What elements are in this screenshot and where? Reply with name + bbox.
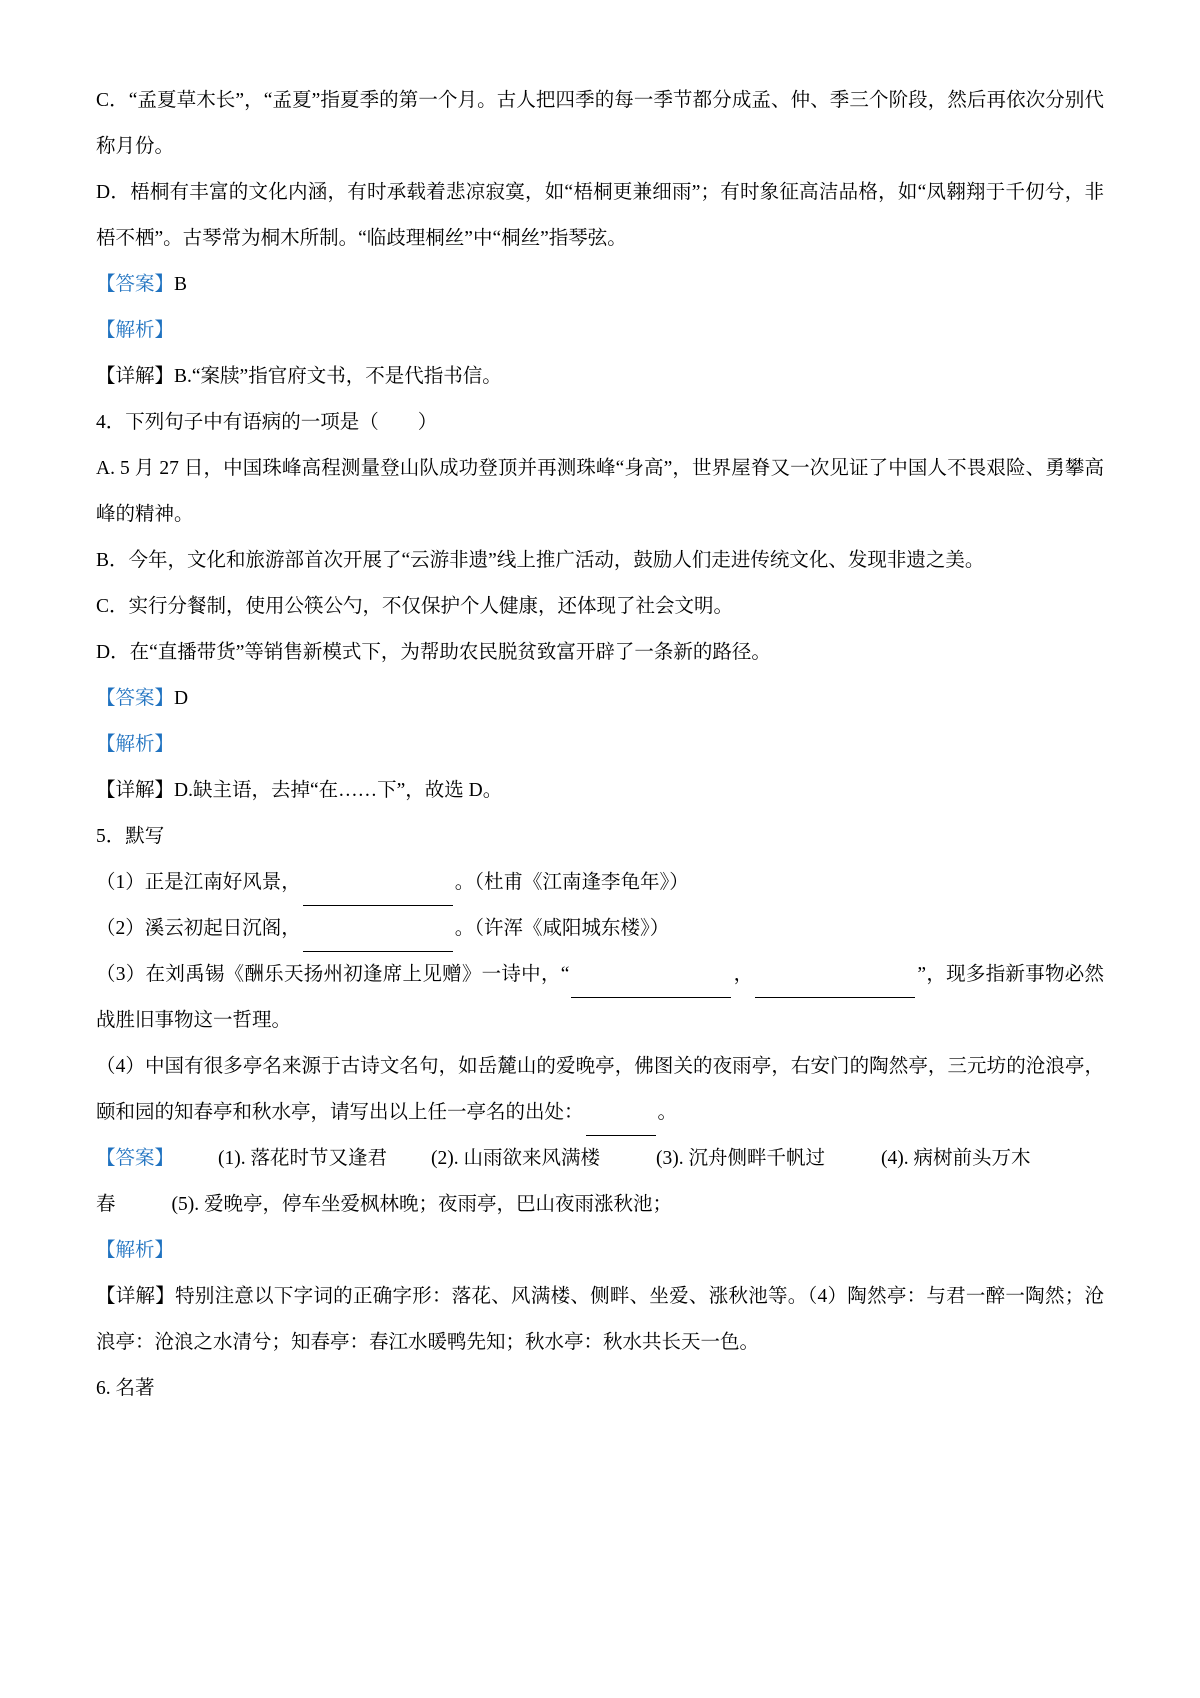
question-4-option-d: D．在“直播带货”等销售新模式下，为帮助农民脱贫致富开辟了一条新的路径。 — [96, 642, 771, 663]
detail-text: D.缺主语，去掉“在……下”，故选 D。 — [174, 780, 503, 801]
answer-item-5: (5). 爱晚亭，停车坐爱枫林晚；夜雨亭，巴山夜雨涨秋池； — [171, 1194, 673, 1215]
question-4-option-a: A. 5 月 27 日，中国珠峰高程测量登山队成功登顶并再测珠峰“身高”，世界屋脊又一次见证了中国人不畏艰险、勇攀高峰的精神。 — [96, 458, 1104, 525]
question-4-option-b: B．今年，文化和旅游部首次开展了“云游非遗”线上推广活动，鼓励人们走进传统文化、发现非遗之美。 — [96, 550, 985, 571]
item-4-post: 。 — [657, 1102, 678, 1123]
document-body — [96, 78, 1104, 1412]
question-5-answer-cont — [96, 1182, 1104, 1228]
question-6-stem: 6. 名著 — [96, 1378, 155, 1399]
answer-tag: 【答案】 — [96, 688, 175, 709]
item-4-pre: （4）中国有很多亭名来源于古诗文名句，如岳麓山的爱晚亭，佛图关的夜雨亭，右安门的陶然亭，三元坊的沧浪亭，颐和园的知春亭和秋水亭，请写出以上任一亭名的出处： — [96, 1056, 1104, 1123]
answer-item-1: (1). 落花时节又逢君 — [218, 1148, 388, 1169]
answer-item-2: (2). 山雨欲来风满楼 — [431, 1148, 601, 1169]
answer-item-4-cont: 春 — [96, 1194, 116, 1215]
answer-item-4: (4). 病树前头万木 — [881, 1148, 1031, 1169]
question-3-detail — [96, 354, 1104, 400]
question-5-item-1 — [96, 860, 1104, 906]
answer-tag: 【答案】 — [96, 1148, 175, 1169]
question-5-item-2 — [96, 906, 1104, 952]
detail-text: 特别注意以下字词的正确字形：落花、风满楼、侧畔、坐爱、涨秋池等。（4）陶然亭：与君一醉一陶然；沧浪亭：沧浪之水清兮；知春亭：春江水暖鸭先知；秋水亭：秋水共长天一色。 — [96, 1286, 1104, 1353]
detail-text: B.“案牍”指官府文书，不是代指书信。 — [174, 366, 502, 387]
item-2-post: 。（许浑《咸阳城东楼》） — [454, 918, 670, 939]
answer-item-3: (3). 沉舟侧畔千帆过 — [656, 1148, 826, 1169]
question-4-analysis-label — [96, 722, 1104, 768]
question-5-answer — [96, 1136, 1104, 1182]
analysis-tag: 【解析】 — [96, 320, 175, 341]
item-3-post: ”，现多指新事物必然战胜旧事物这一哲理。 — [96, 964, 1104, 1031]
question-3-analysis-label — [96, 308, 1104, 354]
item-2-pre: （2）溪云初起日沉阁， — [96, 918, 301, 939]
fill-blank[interactable] — [303, 883, 453, 906]
question-5-item-3 — [96, 952, 1104, 1044]
item-1-pre: （1）正是江南好风景， — [96, 872, 301, 893]
item-3-pre: （3）在刘禹锡《酬乐天扬州初逢席上见赠》一诗中，“ — [96, 964, 570, 985]
detail-tag: 【详解】 — [96, 780, 175, 801]
question-3-answer — [96, 262, 1104, 308]
answer-value: B — [174, 274, 188, 295]
question-4-stem: 4．下列句子中有语病的一项是（ ） — [96, 412, 438, 433]
item-1-post: 。（杜甫《江南逢李龟年》） — [454, 872, 689, 893]
question-3-option-d: D．梧桐有丰富的文化内涵，有时承载着悲凉寂寞，如“梧桐更兼细雨”；有时象征高洁品格，如“凤翱翔于千仞兮，非梧不栖”。古琴常为桐木所制。“临歧理桐丝”中“桐丝”指琴弦。 — [96, 182, 1104, 249]
detail-tag: 【详解】 — [96, 366, 175, 387]
answer-tag: 【答案】 — [96, 274, 175, 295]
fill-blank[interactable] — [586, 1113, 656, 1136]
question-5-analysis-label — [96, 1228, 1104, 1274]
analysis-tag: 【解析】 — [96, 1240, 175, 1261]
question-3-option-c: C．“孟夏草木长”，“孟夏”指夏季的第一个月。古人把四季的每一季节都分成孟、仲、季三个阶段，然后再依次分别代称月份。 — [96, 90, 1104, 157]
detail-tag: 【详解】 — [96, 1286, 176, 1307]
fill-blank[interactable] — [755, 975, 915, 998]
analysis-tag: 【解析】 — [96, 734, 175, 755]
fill-blank[interactable] — [571, 975, 731, 998]
fill-blank[interactable] — [303, 929, 453, 952]
item-3-mid: ， — [733, 964, 754, 985]
question-4-answer — [96, 676, 1104, 722]
question-4-option-c: C．实行分餐制，使用公筷公勺，不仅保护个人健康，还体现了社会文明。 — [96, 596, 734, 617]
question-4-detail — [96, 768, 1104, 814]
question-5-detail — [96, 1274, 1104, 1366]
question-5-item-4 — [96, 1044, 1104, 1136]
answer-value: D — [174, 688, 189, 709]
question-5-stem: 5．默写 — [96, 826, 165, 847]
